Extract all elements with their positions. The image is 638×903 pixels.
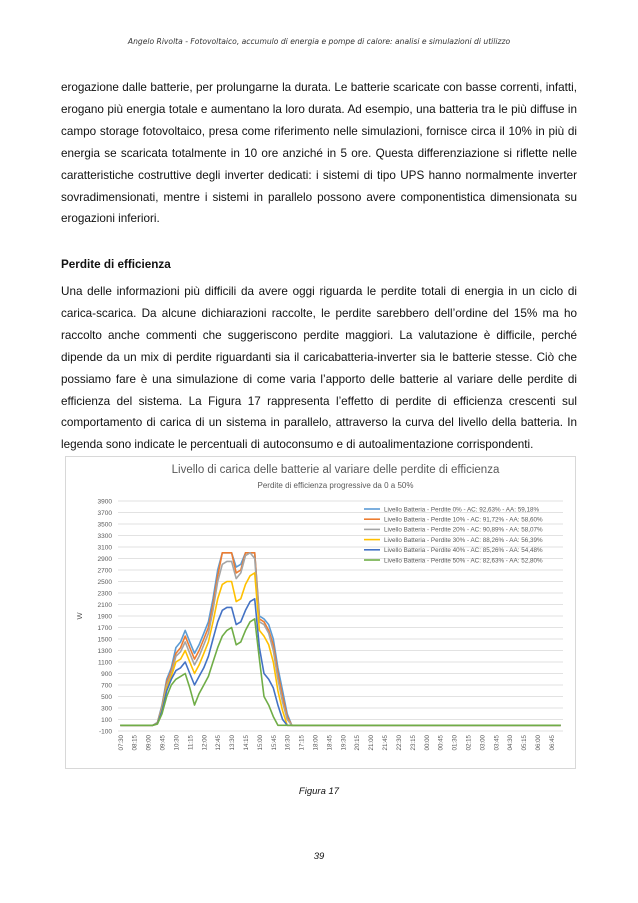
- x-tick-label: 21:45: [382, 735, 390, 751]
- x-tick-label: 12:45: [215, 735, 223, 751]
- y-tick-label: 1700: [97, 625, 112, 632]
- x-tick-label: 10:30: [173, 735, 181, 751]
- legend-entry: Livello Batteria - Perdite 20% - AC: 90,89% - AA: 58,07%: [384, 526, 543, 534]
- x-tick-label: 02:15: [465, 735, 473, 751]
- paragraph-battery-discharge: erogazione dalle batterie, per prolungarne la durata. Le batterie scaricate con basse correnti, infatti, erogano più energia totale e aumentano la loro durata. Ad esempio, una batteria tra le più diffuse in campo storage fotovoltaico, presa come riferimento nelle simulazioni, fornisce circa il 10% in più di energia se scaricata totalmente in 10 ore anziché in 5 ore. Questa differenziazione si riflette nelle caratteristiche costruttive degli inverter dedicati: i sistemi di tipo UPS hanno normalmente inverter sovradimensionati, mentre i sistemi in parallelo possono avere componentistica dimensionata su erogazioni inferiori.: [61, 81, 577, 226]
- y-tick-label: 2700: [97, 567, 112, 575]
- figure-caption: Figura 17: [298, 786, 340, 797]
- series-line-3: [120, 573, 560, 725]
- x-tick-label: 11:15: [187, 735, 195, 751]
- x-tick-label: 20:15: [354, 735, 362, 751]
- y-axis-label: W: [75, 612, 84, 620]
- x-tick-label: 04:30: [507, 735, 515, 751]
- y-tick-label: 500: [101, 694, 112, 701]
- y-tick-label: 1300: [97, 648, 112, 655]
- page-number: 39: [313, 851, 325, 862]
- battery-level-chart: [66, 457, 575, 768]
- chart-title: Livello di carica delle batterie al variare delle perdite di efficienza: [171, 464, 500, 476]
- x-tick-label: 09:00: [145, 735, 153, 751]
- x-tick-label: 08:15: [131, 735, 139, 751]
- x-tick-label: 07:30: [117, 735, 125, 751]
- x-tick-label: 13:30: [229, 735, 237, 751]
- x-tick-label: 15:00: [256, 735, 264, 751]
- chart-subtitle: Perdite di efficienza progressive da 0 a 50%: [257, 481, 414, 490]
- y-tick-label: 900: [101, 671, 112, 678]
- y-tick-label: 2100: [97, 602, 112, 609]
- running-header: Angelo Rivolta - Fotovoltaico, accumulo di energia e pompe di calore: analisi e simulazioni di utilizzo: [127, 37, 511, 46]
- x-tick-label: 17:15: [298, 735, 306, 751]
- x-tick-label: 01:30: [451, 735, 459, 751]
- y-tick-label: 100: [101, 717, 112, 724]
- x-tick-label: 23:15: [409, 735, 417, 751]
- x-tick-label: 00:45: [437, 735, 445, 751]
- y-tick-label: 300: [101, 705, 112, 713]
- x-tick-label: 18:45: [326, 735, 334, 751]
- y-tick-label: 2300: [97, 590, 112, 598]
- x-tick-label: 18:00: [312, 735, 320, 751]
- x-tick-label: 15:45: [270, 735, 278, 751]
- legend-entry: Livello Batteria - Perdite 30% - AC: 88,26% - AA: 56,39%: [384, 536, 543, 544]
- x-tick-label: 03:45: [493, 735, 501, 751]
- x-tick-label: 03:00: [479, 735, 487, 751]
- y-tick-label: 3300: [97, 533, 112, 540]
- y-tick-label: 2900: [97, 556, 112, 563]
- paragraph-efficiency-losses: Una delle informazioni più difficili da avere oggi riguarda le perdite totali di energia in un ciclo di carica-scarica. Da alcune dichiarazioni raccolte, le perdite sarebbero dell’ordine del 15% ma ho raccolto anche commenti che suggeriscono perdite maggiori. La valutazione è difficile, perché dipende da un mix di perdite riguardanti sia il caricabatteria-inverter sia le batterie stesse. Ciò che possiamo fare è una simulazione di come varia l’apporto delle batterie al variare delle perdite di efficienza del sistema. La Figura 17 rappresenta l’effetto di perdite di efficienza crescenti sul comportamento di carica di un sistema in parallelo, attraverso la curva del livello della batteria. In legenda sono indicate le percentuali di autoconsumo e di autoalimentazione corrispondenti.: [61, 285, 577, 452]
- x-tick-label: 12:00: [201, 735, 209, 751]
- y-tick-label: 1500: [97, 636, 112, 644]
- section-heading: Perdite di efficienza: [61, 258, 171, 271]
- legend-entry: Livello Batteria - Perdite 40% - AC: 85,26% - AA: 54,48%: [384, 547, 543, 555]
- x-tick-label: 06:45: [548, 735, 556, 751]
- x-tick-label: 14:15: [242, 735, 250, 751]
- x-tick-label: 05:15: [521, 735, 529, 751]
- y-tick-label: 3500: [97, 521, 112, 529]
- y-tick-label: 1900: [97, 613, 112, 621]
- x-tick-label: 22:30: [395, 735, 403, 751]
- legend-entry: Livello Batteria - Perdite 50% - AC: 82,63% - AA: 52,80%: [384, 557, 543, 565]
- y-tick-label: -100: [98, 728, 112, 736]
- x-tick-label: 21:00: [368, 735, 376, 751]
- figure-17-chart: [65, 456, 576, 769]
- legend-entry: Livello Batteria - Perdite 0% - AC: 92,63% - AA: 59,18%: [384, 506, 540, 514]
- y-tick-label: 1100: [98, 659, 112, 667]
- legend-entry: Livello Batteria - Perdite 10% - AC: 91,72% - AA: 58,60%: [384, 516, 543, 524]
- y-tick-label: 3900: [97, 498, 112, 506]
- y-tick-label: 700: [101, 682, 112, 690]
- x-tick-label: 16:30: [284, 735, 292, 751]
- y-tick-label: 2500: [97, 579, 112, 586]
- y-tick-label: 3100: [97, 544, 112, 552]
- x-tick-label: 09:45: [159, 735, 167, 751]
- x-tick-label: 19:30: [340, 735, 348, 751]
- x-tick-label: 00:00: [423, 735, 431, 751]
- x-tick-label: 06:00: [535, 735, 543, 751]
- y-tick-label: 3700: [97, 510, 112, 517]
